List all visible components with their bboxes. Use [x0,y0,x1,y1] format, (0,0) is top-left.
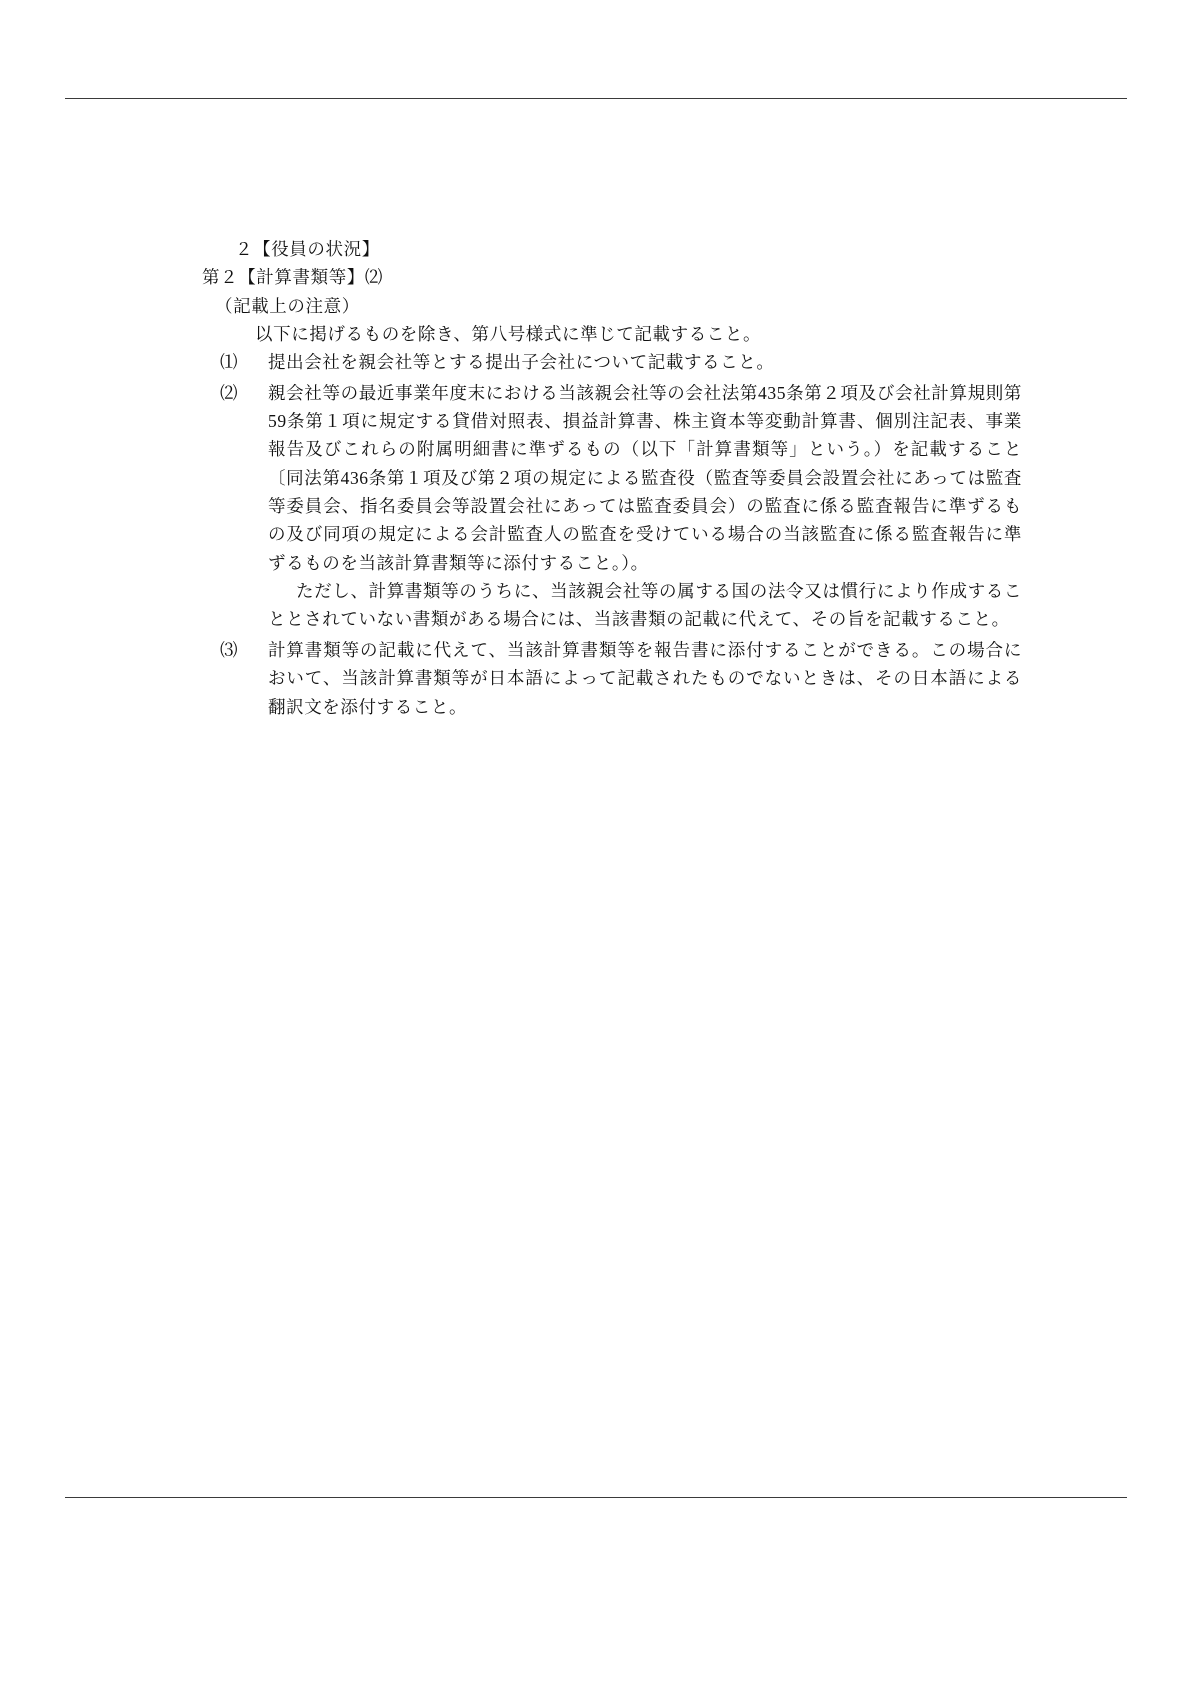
footer-rule [65,1497,1127,1498]
list-item [65,379,1127,577]
header-rule [65,98,1127,99]
list-item-marker: ⑶ [220,639,239,660]
list-item [65,636,1127,721]
list-item-text: 計算書類等の記載に代えて、当該計算書類等を報告書に添付することができる。この場合において、当該計算書類等が日本語によって記載されたものでないときは、その日本語による翻訳文を添付すること。 [268,639,1022,717]
list-item-subtext: ただし、計算書類等のうちに、当該親会社等の属する国の法令又は慣行により作成することとされていない書類がある場合には、当該書類の記載に代えて、その旨を記載すること。 [268,581,1022,630]
list-item-text: 親会社等の最近事業年度末における当該親会社等の会社法第435条第２項及び会社計算規則第59条第１項に規定する貸借対照表、損益計算書、株主資本等変動計算書、個別注記表、事業報告及びこれらの附属明細書に準ずるもの（以下「計算書類等」という。）を記載すること〔同法第436条第１項及び第２項の規定による監査役（監査等委員会設置会社にあっては監査等委員会、指名委員会等設置会社にあっては監査委員会）の監査に係る監査報告に準ずるもの及び同項の規定による会計監査人の監査を受けている場合の当該監査に係る監査報告に準ずるものを当該計算書類等に添付すること。）。 [268,382,1022,573]
list-item-text: 提出会社を親会社等とする提出子会社について記載すること。 [268,352,775,373]
notes-label: （記載上の注意） [215,295,360,316]
list-item-marker: ⑵ [220,382,239,403]
list-item-subparagraph [65,577,1127,634]
list-item-marker: ⑴ [220,352,239,373]
list-item-marker-blank [65,577,268,634]
heading-section-2: ２【役員の状況】 [235,239,380,259]
notes-lead-paragraph: 以下に掲げるものを除き、第八号様式に準じて記載すること。 [255,324,762,345]
document-body [65,235,1127,721]
list-item [65,348,1127,376]
heading-section-dai2: 第２【計算書類等】⑵ [202,267,383,288]
